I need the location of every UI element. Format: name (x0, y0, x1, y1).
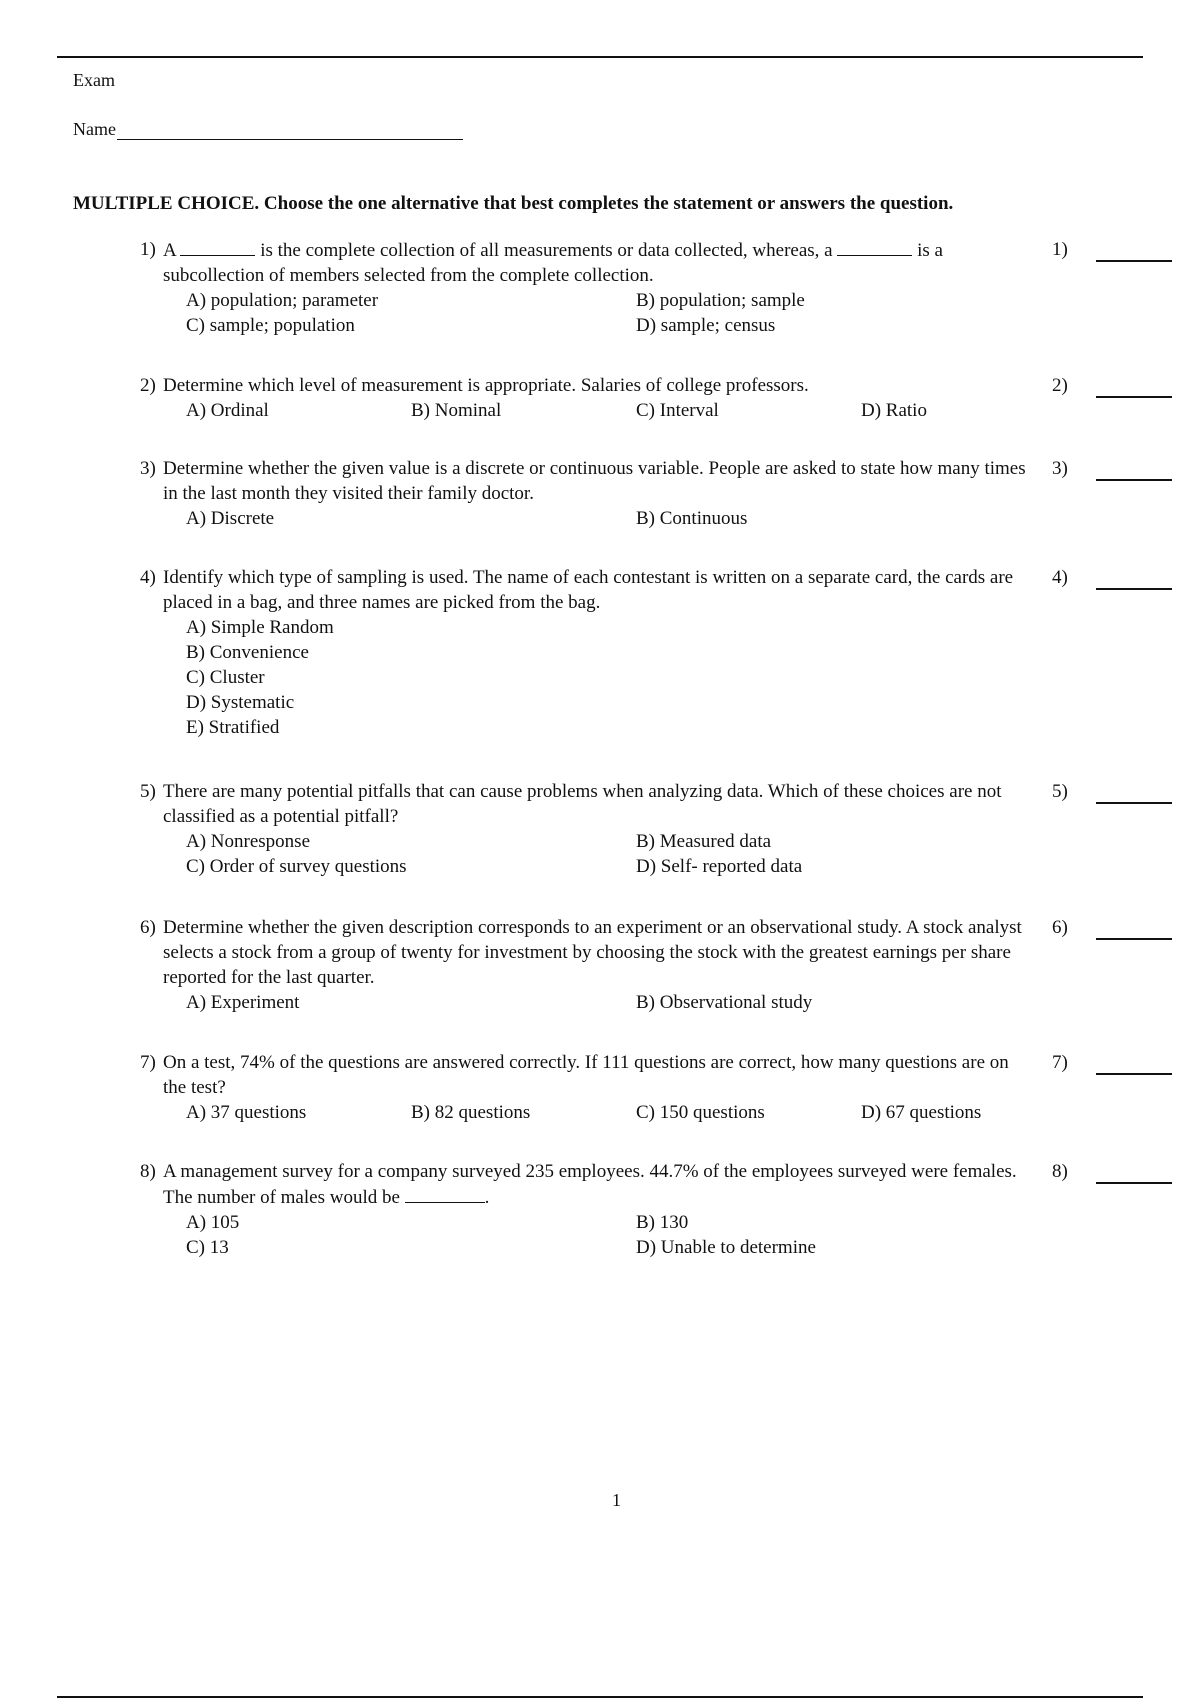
question-7-text (140, 1050, 1035, 1100)
choice-a[interactable]: A) Ordinal (186, 400, 269, 421)
choice-a[interactable]: A) 105 (186, 1212, 240, 1233)
question-2-text (140, 373, 1035, 398)
question-3-text (140, 456, 1035, 506)
choices-list (140, 990, 1140, 1015)
answer-line[interactable] (1096, 373, 1172, 398)
fill-blank (180, 237, 255, 256)
section-title: MULTIPLE CHOICE. Choose the one alternative that best completes the statement or answers the question. (73, 193, 954, 214)
choice-d[interactable]: D) 67 questions (861, 1102, 982, 1123)
choice-c[interactable]: C) Order of survey questions (186, 856, 407, 877)
choice-b[interactable]: B) Observational study (636, 992, 813, 1013)
question-number: 7) (140, 1052, 156, 1073)
answer-number: 6) (1052, 917, 1068, 938)
answer-slot-7 (1052, 1050, 1172, 1075)
answer-line[interactable] (1096, 915, 1172, 940)
answer-number: 5) (1052, 781, 1068, 802)
answer-number: 4) (1052, 567, 1068, 588)
question-5-text (140, 779, 1035, 829)
answer-number: 1) (1052, 239, 1068, 260)
question-number: 1) (140, 239, 156, 260)
choice-e[interactable]: E) Stratified (186, 717, 280, 738)
question-5 (140, 779, 1140, 879)
question-number: 2) (140, 375, 156, 396)
fill-blank (405, 1184, 485, 1203)
choice-a[interactable]: A) population; parameter (186, 290, 379, 311)
question-6-text-part: Determine whether the given description corresponds to an experiment or an observational study. A stock analyst selects a stock from a group of twenty for investment by choosing the stock with the greatest earnings per share reported for the last quarter. (163, 917, 1022, 988)
question-5-text-part: There are many potential pitfalls that can cause problems when analyzing data. Which of these choices are not classified as a potential pitfall? (163, 781, 1002, 827)
question-number: 6) (140, 917, 156, 938)
choices-list (140, 1100, 1140, 1125)
question-number: 4) (140, 567, 156, 588)
question-1 (140, 237, 1140, 338)
choice-b[interactable]: B) Nominal (411, 400, 502, 421)
top-rule (57, 56, 1143, 58)
choice-a[interactable]: A) Discrete (186, 508, 275, 529)
choice-c[interactable]: C) sample; population (186, 315, 355, 336)
choice-a[interactable]: A) Simple Random (186, 617, 334, 638)
question-8 (140, 1159, 1140, 1260)
answer-slot-6 (1052, 915, 1172, 940)
question-7-text-part: On a test, 74% of the questions are answered correctly. If 111 questions are correct, how many questions are on the test? (163, 1052, 1009, 1098)
question-1-text-part: A (163, 240, 176, 261)
answer-slot-2 (1052, 373, 1172, 398)
choice-d[interactable]: D) sample; census (636, 315, 776, 336)
answer-line[interactable] (1096, 1159, 1172, 1184)
choice-d[interactable]: D) Systematic (186, 692, 295, 713)
choice-b[interactable]: B) Measured data (636, 831, 772, 852)
answer-slot-1 (1052, 237, 1172, 262)
question-3-text-part: Determine whether the given value is a discrete or continuous variable. People are asked to state how many times in the last month they visited their family doctor. (163, 458, 1026, 504)
answer-slot-5 (1052, 779, 1172, 804)
answer-line[interactable] (1096, 779, 1172, 804)
question-1-text-part: a subcollection of members selected from the complete collection. (163, 240, 943, 286)
choice-d[interactable]: D) Self- reported data (636, 856, 803, 877)
choice-b[interactable]: B) 130 (636, 1212, 689, 1233)
choice-a[interactable]: A) 37 questions (186, 1102, 307, 1123)
choice-c[interactable]: C) Cluster (186, 667, 265, 688)
choice-a[interactable]: A) Nonresponse (186, 831, 311, 852)
question-4 (140, 565, 1140, 740)
answer-number: 3) (1052, 458, 1068, 479)
answer-line[interactable] (1096, 237, 1172, 262)
choice-b[interactable]: B) population; sample (636, 290, 805, 311)
question-8-text (140, 1159, 1035, 1210)
choice-d[interactable]: D) Ratio (861, 400, 927, 421)
answer-slot-8 (1052, 1159, 1172, 1184)
question-4-text-part: Identify which type of sampling is used. The name of each contestant is written on a separate card, the cards are placed in a bag, and three names are picked from the bag. (163, 567, 1014, 613)
choice-b[interactable]: B) Convenience (186, 642, 309, 663)
choices-list (140, 506, 1140, 531)
name-blank-line[interactable] (117, 121, 463, 140)
question-4-text (140, 565, 1035, 615)
choices-list (140, 398, 1140, 423)
choice-b[interactable]: B) Continuous (636, 508, 748, 529)
question-1-text-part: is (917, 240, 930, 261)
answer-line[interactable] (1096, 456, 1172, 481)
name-row (73, 119, 463, 140)
answer-number: 2) (1052, 375, 1068, 396)
question-8-text-part: . (484, 1187, 490, 1208)
fill-blank (837, 237, 912, 256)
question-number: 5) (140, 781, 156, 802)
question-8-text-part: A management survey for a company surveyed 235 employees. 44.7% of the employees surveyed were females. The number of males would be (163, 1161, 1017, 1208)
answer-number: 8) (1052, 1161, 1068, 1182)
question-number: 3) (140, 458, 156, 479)
answer-number: 7) (1052, 1052, 1068, 1073)
question-6-text (140, 915, 1035, 990)
choices-list (140, 829, 1140, 879)
choice-b[interactable]: B) 82 questions (411, 1102, 531, 1123)
page-number: 1 (612, 1490, 621, 1510)
answer-slot-3 (1052, 456, 1172, 481)
choice-c[interactable]: C) 13 (186, 1237, 229, 1258)
answer-line[interactable] (1096, 1050, 1172, 1075)
answer-slot-4 (1052, 565, 1172, 590)
answer-line[interactable] (1096, 565, 1172, 590)
bottom-rule (57, 1696, 1143, 1698)
question-2 (140, 373, 1140, 423)
choice-a[interactable]: A) Experiment (186, 992, 300, 1013)
exam-label: Exam (73, 70, 115, 90)
question-2-text-part: Determine which level of measurement is appropriate. Salaries of college professors. (163, 375, 809, 396)
question-number: 8) (140, 1161, 156, 1182)
choices-list (140, 615, 1140, 740)
choice-c[interactable]: C) 150 questions (636, 1102, 765, 1123)
question-1-text (140, 237, 1035, 288)
question-3 (140, 456, 1140, 531)
choices-list (140, 1210, 1140, 1260)
question-6 (140, 915, 1140, 1015)
name-label: Name (73, 119, 116, 139)
question-1-text-part: is the complete collection of all measurements or data collected, whereas, a (260, 240, 833, 261)
choices-list (140, 288, 1140, 338)
choice-d[interactable]: D) Unable to determine (636, 1237, 816, 1258)
question-7 (140, 1050, 1140, 1125)
choice-c[interactable]: C) Interval (636, 400, 719, 421)
